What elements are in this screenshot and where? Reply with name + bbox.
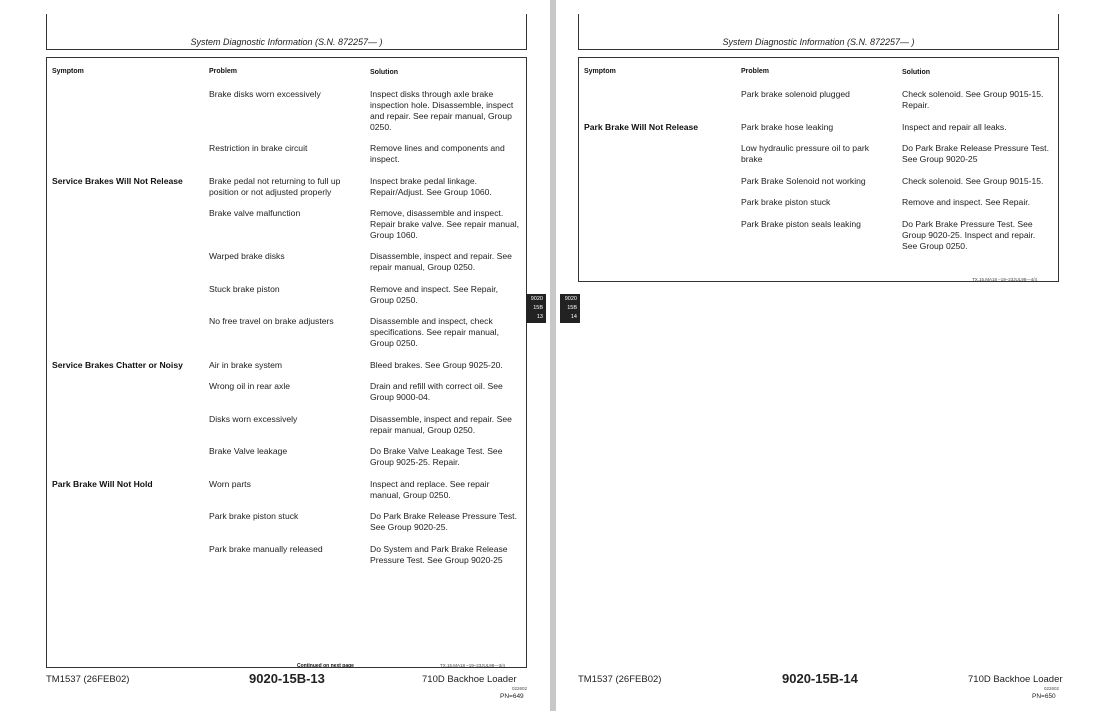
left-tab-line-1: 9020 (530, 296, 543, 302)
left-header-title: System Diagnostic Information (S.N. 872257— ) (190, 37, 383, 47)
left-footer-machine: 710D Backhoe Loader (422, 674, 517, 685)
left-row-10-solution: Disassemble, inspect and repair. See repair manual, Group 0250. (370, 414, 512, 435)
left-col-problem: Problem (209, 68, 238, 75)
continued-note: Continued on next page (297, 663, 354, 669)
right-footer-small-code: 022602 (1044, 686, 1060, 691)
right-header-title: System Diagnostic Information (S.N. 872257— ) (722, 37, 915, 47)
left-row-12-symptom: Park Brake Will Not Hold (52, 479, 153, 489)
left-row-12-solution: Inspect and replace. See repair manual, Group 0250. (370, 479, 490, 500)
left-row-5-problem: Warped brake disks (209, 251, 285, 261)
right-row-1-problem: Park brake solenoid plugged (741, 89, 850, 99)
right-row-3-solution: Do Park Brake Release Pressure Test. See Group 9020-25 (902, 143, 1049, 164)
left-row-6-solution: Remove and inspect. See Repair, Group 0250. (370, 284, 499, 305)
right-row-1-solution: Check solenoid. See Group 9015-15. Repair. (902, 89, 1044, 110)
left-footer-pn: PN=649 (500, 693, 524, 700)
right-footer-manual: TM1537 (26FEB02) (578, 674, 662, 685)
left-row-8-symptom: Service Brakes Chatter or Noisy (52, 360, 183, 370)
right-footer-pn: PN=650 (1032, 693, 1056, 700)
right-row-2-problem: Park brake hose leaking (741, 122, 834, 132)
left-col-symptom: Symptom (52, 68, 84, 75)
left-row-7-problem: No free travel on brake adjusters (209, 316, 334, 326)
right-col-symptom: Symptom (584, 68, 616, 75)
left-row-1-solution: Inspect disks through axle brake inspection hole. Disassemble, inspect and repair. See repair manual, Group 0250. (370, 89, 514, 132)
left-row-7-solution: Disassemble and inspect, check specifications. See repair manual, Group 0250. (370, 316, 499, 348)
right-tab-line-2: 15B (567, 305, 577, 311)
right-row-2-solution: Inspect and repair all leaks. (902, 122, 1007, 132)
left-row-2-problem: Restriction in brake circuit (209, 143, 308, 153)
left-row-11-solution: Do Brake Valve Leakage Test. See Group 9025-25. Repair. (370, 446, 503, 467)
left-doc-code: TX,15,MA18 –19–23JUL98—3/4 (440, 663, 506, 668)
right-row-2-symptom: Park Brake Will Not Release (584, 122, 699, 132)
right-page (556, 0, 1105, 711)
left-row-10-problem: Disks worn excessively (209, 414, 298, 424)
left-row-3-solution: Inspect brake pedal linkage. Repair/Adjust. See Group 1060. (370, 176, 492, 197)
left-row-2-solution: Remove lines and components and inspect. (370, 143, 505, 164)
left-row-13-problem: Park brake piston stuck (209, 511, 299, 521)
right-col-solution: Solution (902, 69, 930, 76)
left-footer-small-code: 022602 (512, 686, 528, 691)
left-row-12-problem: Worn parts (209, 479, 251, 489)
left-footer-manual: TM1537 (26FEB02) (46, 674, 130, 685)
left-row-9-solution: Drain and refill with correct oil. See Group 9000-04. (370, 381, 503, 402)
left-row-9-problem: Wrong oil in rear axle (209, 381, 291, 391)
left-page (0, 0, 550, 711)
right-row-5-solution: Remove and inspect. See Repair. (902, 197, 1031, 207)
right-row-4-solution: Check solenoid. See Group 9015-15. (902, 176, 1044, 186)
left-row-4-solution: Remove, disassemble and inspect. Repair brake valve. See repair manual, Group 1060. (370, 208, 520, 240)
left-row-4-problem: Brake valve malfunction (209, 208, 301, 218)
left-row-3-symptom: Service Brakes Will Not Release (52, 176, 183, 186)
right-row-5-problem: Park brake piston stuck (741, 197, 831, 207)
left-row-8-problem: Air in brake system (209, 360, 283, 370)
right-row-6-solution: Do Park Brake Pressure Test. See Group 9020-25. Inspect and repair. See Group 0250. (902, 219, 1036, 251)
left-row-13-solution: Do Park Brake Release Pressure Test. See Group 9020-25. (370, 511, 517, 532)
left-row-14-problem: Park brake manually released (209, 544, 323, 554)
right-footer-page-number: 9020-15B-14 (782, 671, 858, 686)
left-row-3-problem: Brake pedal not returning to full up position or not adjusted properly (209, 176, 341, 197)
left-row-6-problem: Stuck brake piston (209, 284, 280, 294)
right-tab-line-1: 9020 (564, 296, 577, 302)
right-row-3-problem: Low hydraulic pressure oil to park brake (741, 143, 870, 164)
left-row-1-problem: Brake disks worn excessively (209, 89, 321, 99)
left-col-solution: Solution (370, 69, 398, 76)
right-row-6-problem: Park Brake piston seals leaking (741, 219, 861, 229)
left-row-14-solution: Do System and Park Brake Release Pressure Test. See Group 9020-25 (370, 544, 508, 565)
right-col-problem: Problem (741, 68, 770, 75)
left-row-5-solution: Disassemble, inspect and repair. See repair manual, Group 0250. (370, 251, 512, 272)
left-tab-line-3: 13 (536, 314, 543, 320)
right-section-tab (560, 294, 580, 323)
right-footer-machine: 710D Backhoe Loader (968, 674, 1063, 685)
left-row-8-solution: Bleed brakes. See Group 9025-20. (370, 360, 503, 370)
right-doc-code: TX,15,MA18 –19–23JUL98—4/4 (972, 277, 1038, 282)
left-section-tab (526, 294, 546, 323)
right-tab-line-3: 14 (570, 314, 577, 320)
right-row-4-problem: Park Brake Solenoid not working (741, 176, 866, 186)
left-footer-page-number: 9020-15B-13 (249, 671, 325, 686)
left-tab-line-2: 15B (533, 305, 543, 311)
left-row-11-problem: Brake Valve leakage (209, 446, 288, 456)
